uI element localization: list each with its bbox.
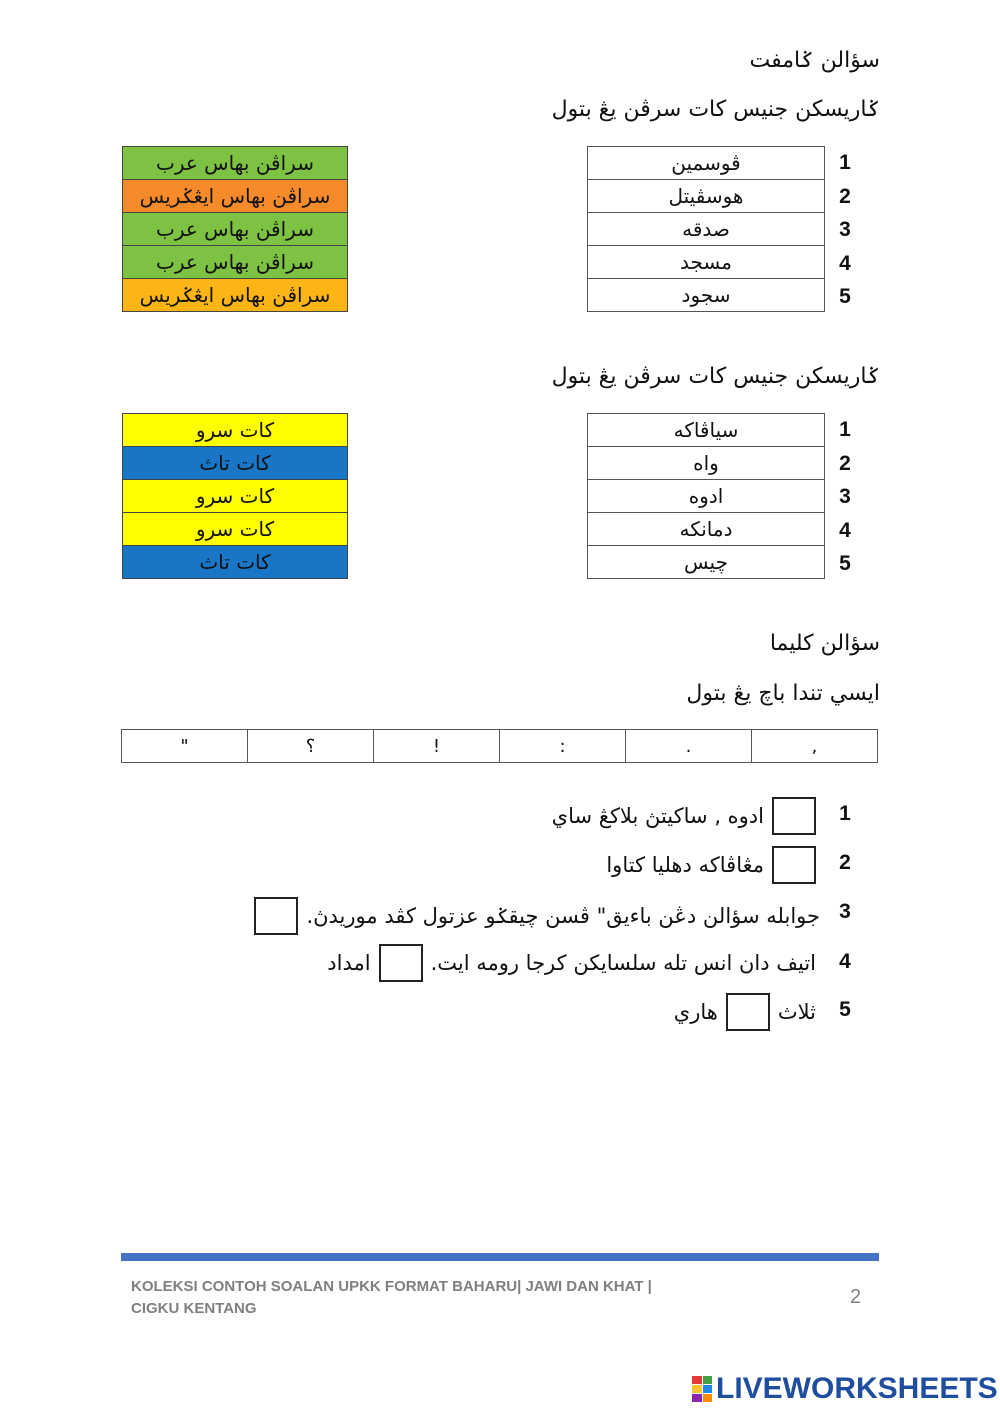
instruction-section-2: ايسي تندا باچ يڠ بتول — [686, 681, 880, 706]
footer-title: KOLEKSI CONTOH SOALAN UPKK FORMAT BAHARU| JAWI DAN KHAT | CIGKU KENTANG — [131, 1278, 652, 1317]
item-number: 2 — [839, 184, 851, 208]
part2-numbers — [830, 413, 860, 581]
section-title-2: سؤالن کليما — [769, 631, 880, 656]
answer-dropdown[interactable]: کات سرو — [123, 480, 348, 513]
answer-dropdown[interactable]: سراڤن بهاس ايڠݢريس — [123, 180, 348, 213]
item-number: 5 — [839, 552, 851, 576]
word-cell: مسجد — [588, 246, 825, 279]
question-text: هاري — [673, 1000, 718, 1024]
question-4 — [327, 944, 816, 982]
item-number: 1 — [839, 151, 851, 174]
part1-numbers — [830, 146, 860, 314]
question-3 — [254, 897, 820, 935]
answer-box[interactable] — [254, 897, 298, 935]
answer-box[interactable] — [772, 797, 816, 835]
question-number: 5 — [839, 998, 851, 1021]
word-cell: چيس — [588, 546, 825, 579]
item-number: 1 — [839, 418, 851, 441]
word-cell: ادوه — [588, 480, 825, 513]
liveworksheets-logo-icon — [692, 1376, 712, 1402]
question-text: مڠاڤاکه دهليا کتاوا — [606, 853, 764, 877]
question-text: ادوه , ساکيتڽ بلاکڠ ساي — [551, 804, 764, 828]
question-1 — [552, 797, 816, 835]
brand-name: LIVEWORKSHEETS — [716, 1372, 998, 1405]
instruction-part-1: ݢاريسکن جنيس کات سرڤن يڠ بتول — [551, 97, 880, 122]
item-number: 3 — [839, 485, 851, 509]
word-cell: ڤوسمين — [588, 147, 825, 180]
word-cell: هوسڤيتل — [588, 180, 825, 213]
word-cell: واه — [588, 447, 825, 480]
item-number: 4 — [839, 251, 851, 275]
section-title-1: سؤالن ݢامفت — [749, 48, 880, 73]
punctuation-bank — [121, 729, 878, 763]
item-number: 5 — [839, 285, 851, 309]
part1-words-table — [587, 146, 825, 312]
punctuation-option[interactable]: . — [626, 730, 752, 763]
answer-box[interactable] — [726, 993, 770, 1031]
word-cell: سياڤاکه — [588, 414, 825, 447]
question-text: جوابله سؤالن دڠن باءيق" ڤسن چيقݢو عزتول کڤد موريدڽ. — [306, 904, 820, 928]
part1-answer-table — [122, 146, 348, 312]
word-cell: دمانکه — [588, 513, 825, 546]
punctuation-option[interactable]: , — [752, 730, 878, 763]
item-number: 3 — [839, 218, 851, 242]
question-text-after: ثلاث — [777, 1000, 816, 1024]
question-5 — [674, 993, 816, 1031]
answer-dropdown[interactable]: سراڤن بهاس عرب — [123, 147, 348, 180]
question-number: 1 — [839, 802, 851, 825]
instruction-part-2: ݢاريسکن جنيس کات سرڤن يڠ بتول — [551, 364, 880, 389]
punctuation-option[interactable]: ! — [374, 730, 500, 763]
answer-dropdown[interactable]: سراڤن بهاس عرب — [123, 246, 348, 279]
answer-dropdown[interactable]: کات تاث — [123, 447, 348, 480]
part2-words-table — [587, 413, 825, 579]
liveworksheets-brand[interactable] — [692, 1372, 998, 1406]
answer-box[interactable] — [772, 846, 816, 884]
answer-dropdown[interactable]: سراڤن بهاس ايڠݢريس — [123, 279, 348, 312]
punctuation-option[interactable]: : — [500, 730, 626, 763]
page-number: 2 — [850, 1286, 862, 1308]
item-number: 2 — [839, 451, 851, 475]
question-2 — [606, 846, 816, 884]
answer-dropdown[interactable]: کات تاث — [123, 546, 348, 579]
answer-dropdown[interactable]: کات سرو — [123, 414, 348, 447]
answer-dropdown[interactable]: سراڤن بهاس عرب — [123, 213, 348, 246]
question-number: 3 — [839, 900, 851, 923]
punctuation-option[interactable]: ؟ — [248, 730, 374, 763]
answer-box[interactable] — [379, 944, 423, 982]
word-cell: صدقه — [588, 213, 825, 246]
answer-dropdown[interactable]: کات سرو — [123, 513, 348, 546]
question-number: 4 — [839, 950, 851, 973]
question-text: امداد — [327, 951, 371, 975]
word-cell: سجود — [588, 279, 825, 312]
question-text-after: اتيف دان انس تله سلسايکن کرجا رومه ايت. — [430, 951, 816, 975]
item-number: 4 — [839, 518, 851, 542]
punctuation-option[interactable]: " — [122, 730, 248, 763]
footer-divider — [121, 1253, 879, 1261]
part2-answer-table — [122, 413, 348, 579]
question-number: 2 — [839, 851, 851, 874]
